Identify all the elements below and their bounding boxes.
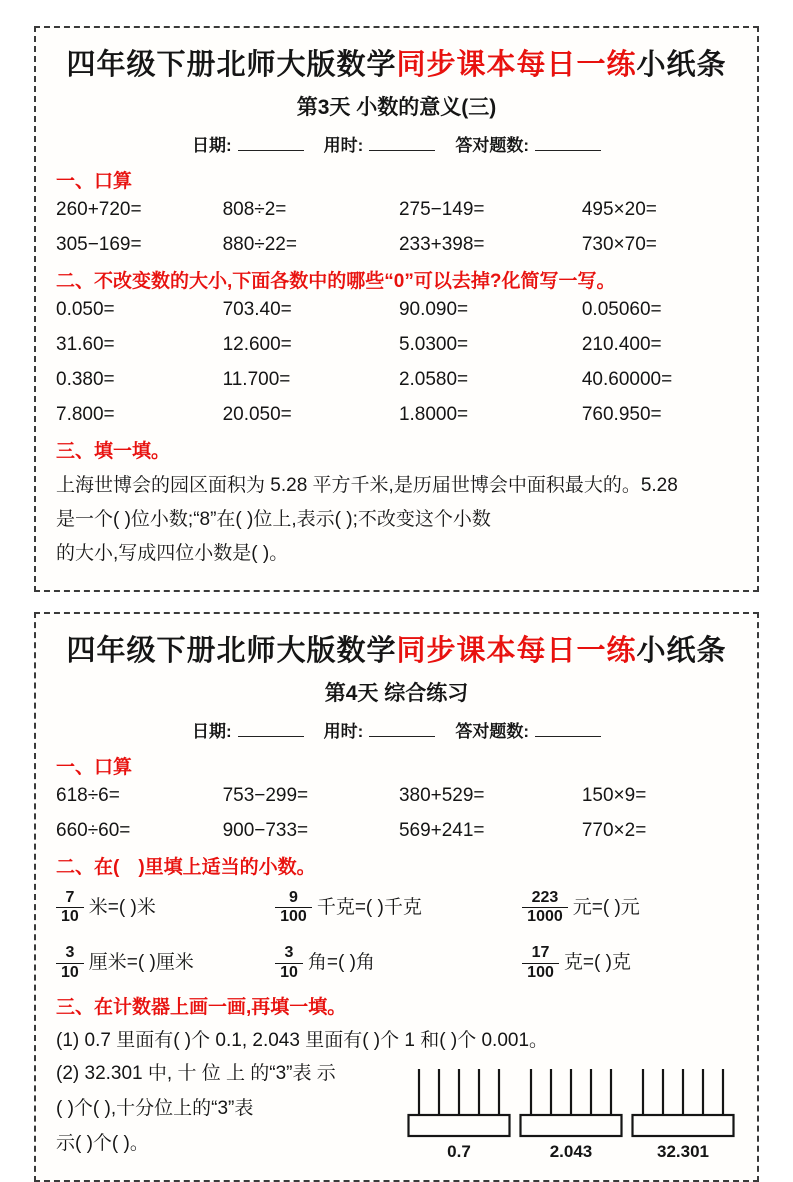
math-problem: 40.60000= (581, 369, 673, 390)
time-label: 用时: (323, 136, 364, 155)
math-problem: 753−299= (222, 784, 309, 806)
worksheet-day3 (34, 26, 759, 592)
counter-label: 32.301 (657, 1141, 709, 1161)
fraction-item (522, 944, 737, 982)
counter-label: 0.7 (447, 1141, 471, 1161)
math-problem: 0.380= (56, 369, 115, 390)
q3-line: 示( )个( )。 (56, 1133, 149, 1155)
time-label: 用时: (323, 721, 364, 741)
math-problem: 31.60= (56, 334, 115, 355)
math-problem: 7.800= (56, 404, 115, 425)
q3-line1: (1) 0.7 里面有( )个 0.1, 2.043 里面有( )个 1 和( )个 0.001。 (56, 1030, 549, 1052)
fraction-item (275, 944, 522, 982)
q3-line: ( )个( ),十分位上的“3”表 (56, 1098, 254, 1120)
math-problem: 703.40= (222, 299, 292, 320)
math-problem: 808÷2= (222, 199, 287, 220)
worksheet-title (56, 42, 737, 83)
score-label: 答对题数: (455, 136, 529, 155)
math-problem: 305−169= (56, 234, 142, 255)
title-part-red: 同步课本每日一练 (396, 49, 637, 81)
math-problem: 210.400= (581, 334, 662, 355)
counting-device (407, 1067, 511, 1162)
q2-heading: 二、不改变数的大小,下面各数中的哪些“0”可以去掉?化简写一写。 (56, 271, 616, 292)
title-part-right: 小纸条 (636, 49, 727, 81)
fraction-item (522, 889, 737, 927)
q3-heading: 三、填一填。 (56, 441, 171, 462)
math-problem: 880÷22= (222, 234, 297, 255)
meta-line (56, 717, 737, 742)
abacus-icon (407, 1067, 511, 1139)
fraction-after: 克=( )克 (563, 952, 631, 974)
title-part-red: 同步课本每日一练 (396, 634, 637, 667)
q1-heading: 一、口算 (56, 171, 133, 192)
meta-line (56, 131, 737, 156)
date-blank (238, 719, 304, 737)
math-problem: 12.600= (222, 334, 292, 355)
date-label: 日期: (191, 721, 232, 741)
math-problem: 233+398= (398, 234, 485, 255)
counter-label: 2.043 (549, 1141, 593, 1161)
fraction-after: 米=( )米 (88, 896, 156, 918)
worksheet-title (56, 628, 737, 669)
q2-problem-grid (56, 299, 737, 426)
worksheet-subtitle: 第4天 综合练习 (324, 681, 469, 705)
q2-heading: 二、在( )里填上适当的小数。 (56, 856, 316, 878)
fraction: $\frac{7}{10}$ (56, 889, 84, 927)
counting-device (519, 1067, 623, 1162)
date-label: 日期: (191, 136, 232, 155)
fraction-after: 角=( )角 (307, 952, 375, 974)
fraction-after: 千克=( )千克 (316, 896, 422, 918)
math-problem: 900−733= (222, 819, 309, 841)
math-problem: 770×2= (581, 819, 647, 841)
math-problem: 5.0300= (398, 334, 469, 355)
score-label: 答对题数: (455, 721, 529, 741)
math-problem: 380+529= (398, 784, 485, 806)
math-problem: 618÷6= (56, 784, 120, 806)
q3-heading: 三、在计数器上画一画,再填一填。 (56, 997, 347, 1019)
q3-line: 上海世博会的园区面积为 5.28 平方千米,是历届世博会中面积最大的。5.28 (56, 475, 678, 496)
fraction-item (56, 944, 275, 982)
score-blank (535, 719, 601, 737)
title-part-left: 四年级下册北师大版数学 (66, 49, 397, 81)
math-problem: 0.050= (56, 299, 115, 320)
q3-text (56, 469, 737, 572)
math-problem: 150×9= (581, 784, 647, 806)
math-problem: 2.0580= (398, 369, 469, 390)
q1-heading: 一、口算 (56, 756, 133, 778)
q1-problem-grid (56, 199, 737, 256)
math-problem: 660÷60= (56, 819, 131, 841)
fraction: $\frac{3}{10}$ (56, 944, 84, 982)
title-part-right: 小纸条 (636, 634, 727, 667)
time-blank (369, 133, 435, 151)
q3-block (56, 1056, 737, 1161)
fraction-after: 厘米=( )厘米 (88, 952, 194, 974)
math-problem: 495×20= (581, 199, 657, 220)
fraction-item (275, 889, 522, 927)
fraction-item (56, 889, 275, 927)
math-problem: 1.8000= (398, 404, 469, 425)
q3-line: (2) 32.301 中, 十 位 上 的“3”表 示 (56, 1063, 336, 1085)
counting-devices (401, 1056, 737, 1161)
math-problem: 275−149= (398, 199, 485, 220)
fraction: $\frac{9}{100}$ (275, 889, 312, 927)
time-blank (369, 719, 435, 737)
fraction: $\frac{17}{100}$ (522, 944, 559, 982)
abacus-icon (631, 1067, 735, 1139)
math-problem: 0.05060= (581, 299, 662, 320)
q3-line: 是一个( )位小数;“8”在( )位上,表示( );不改变这个小数 (56, 509, 491, 531)
date-blank (238, 133, 304, 151)
title-part-left: 四年级下册北师大版数学 (66, 634, 397, 667)
fraction: $\frac{3}{10}$ (275, 944, 303, 982)
worksheet-subtitle: 第3天 小数的意义(三) (296, 96, 497, 119)
math-problem: 730×70= (581, 234, 657, 255)
math-problem: 20.050= (222, 404, 292, 425)
math-problem: 11.700= (222, 369, 291, 390)
abacus-icon (519, 1067, 623, 1139)
math-problem: 569+241= (398, 819, 485, 841)
q2-fraction-grid (56, 889, 737, 983)
fraction: $\frac{223}{1000}$ (522, 889, 568, 927)
math-problem: 760.950= (581, 404, 662, 425)
math-problem: 260+720= (56, 199, 142, 220)
q3-text (56, 1056, 401, 1161)
fraction-after: 元=( )元 (572, 896, 640, 918)
worksheet-day4 (34, 612, 759, 1182)
q1-problem-grid (56, 785, 737, 842)
math-problem: 90.090= (398, 299, 469, 320)
score-blank (535, 133, 601, 151)
q3-line: 的大小,写成四位小数是( )。 (56, 543, 289, 565)
counting-device (631, 1067, 735, 1162)
